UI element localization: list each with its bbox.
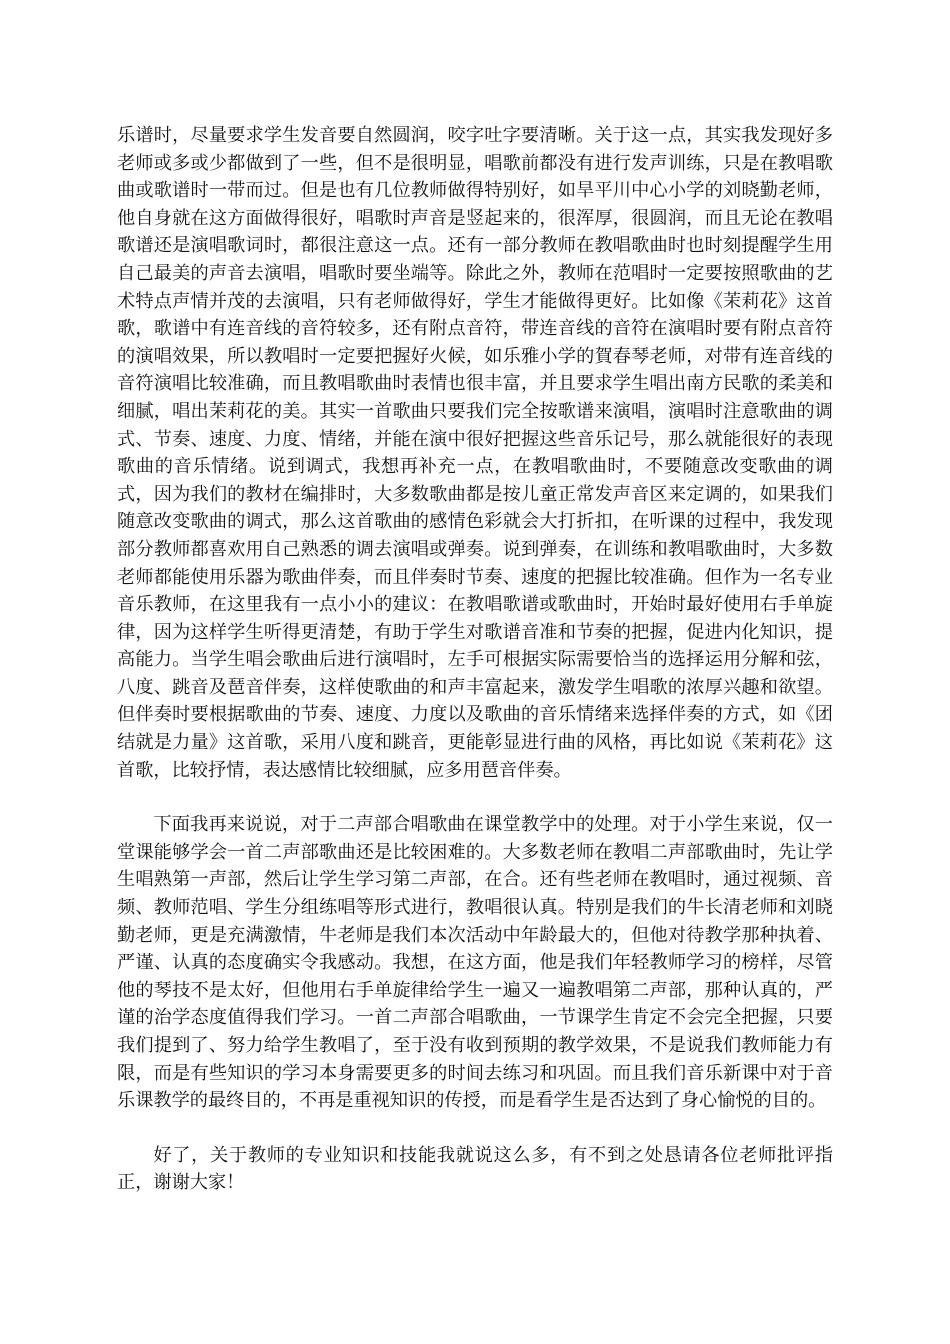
paragraph-closing: 好了，关于教师的专业知识和技能我就说这么多，有不到之处恳请各位老师批评指正，谢谢大家！: [117, 1144, 833, 1194]
document-page: [117, 122, 833, 1197]
paragraph-two-part-chorus: 下面我再来说说，对于二声部合唱歌曲在课堂教学中的处理。对于小学生来说，仅一堂课能够学会一首二声部歌曲还是比较困难的。大多数老师在教唱二声部歌曲时，先让学生唱熟第一声部，然后让学生学习第二声部，在合。还有些老师在教唱时，通过视频、音频、教师范唱、学生分组练唱等形式进行，教唱很认真。特别是我们的牛长清老师和刘晓勤老师，更是充满激情，牛老师是我们本次活动中年龄最大的，但他对待教学那种执着、严谨、认真的态度确实令我感动。我想，在这方面，他是我们年轻教师学习的榜样，尽管他的琴技不是太好，但他用右手单旋律给学生一遍又一遍教唱第二声部，那种认真的，严谨的治学态度值得我们学习。一首二声部合唱歌曲，一节课学生肯定不会完全把握，只要我们提到了、努力给学生教唱了，至于没有收到预期的教学效果，不是说我们教师能力有限，而是有些知识的学习本身需要更多的时间去练习和巩固。而且我们音乐新课中对于音乐课教学的最终目的，不再是重视知识的传授，而是看学生是否达到了身心愉悦的目的。: [117, 814, 833, 1112]
paragraph-singing-technique: 乐谱时，尽量要求学生发音要自然圆润，咬字吐字要清晰。关于这一点，其实我发现好多老师或多或少都做到了一些，但不是很明显，唱歌前都没有进行发声训练，只是在教唱歌曲或歌谱时一带而过。但是也有几位教师做得特别好，如旱平川中心小学的刘晓勤老师，他自身就在这方面做得很好，唱歌时声音是竖起来的，很浑厚，很圆润，而且无论在教唱歌谱还是演唱歌词时，都很注意这一点。还有一部分教师在教唱歌曲时也时刻提醒学生用自己最美的声音去演唱，唱歌时要坐端等。除此之外，教师在范唱时一定要按照歌曲的艺术特点声情并茂的去演唱，只有老师做得好，学生才能做得更好。比如像《茉莉花》这首歌，歌谱中有连音线的音符较多，还有附点音符，带连音线的音符在演唱时要有附点音符的演唱效果，所以教唱时一定要把握好火候，如乐雅小学的賀春琴老师，对带有连音线的音符演唱比较准确，而且教唱歌曲时表情也很丰富，并且要求学生唱出南方民歌的柔美和细腻，唱出茉莉花的美。其实一首歌曲只要我们完全按歌谱来演唱，演唱时注意歌曲的调式、节奏、速度、力度、情绪，并能在演中很好把握这些音乐记号，那么就能很好的表现歌曲的音乐情绪。说到调式，我想再补充一点，在教唱歌曲时，不要随意改变歌曲的调式，因为我们的教材在编排时，大多数歌曲都是按儿童正常发声音区来定调的，如果我们随意改变歌曲的调式，那么这首歌曲的感情色彩就会大打折扣，在听课的过程中，我发现部分教师都喜欢用自己熟悉的调去演唱或弹奏。说到弹奏，在训练和教唱歌曲时，大多数老师都能使用乐器为歌曲伴奏，而且伴奏时节奏、速度的把握比较准确。但作为一名专业音乐教师，在这里我有一点小小的建议：在教唱歌谱或歌曲时，开始时最好使用右手单旋律，因为这样学生听得更清楚，有助于学生对歌谱音准和节奏的把握，促进内化知识，提高能力。当学生唱会歌曲后进行演唱时，左手可根据实际需要恰当的选择运用分解和弦，八度、跳音及琶音伴奏，这样使歌曲的和声丰富起来，激发学生唱歌的浓厚兴趣和欲望。但伴奏时要根据歌曲的节奏、速度、力度以及歌曲的音乐情绪来选择伴奏的方式，如《团结就是力量》这首歌，采用八度和跳音，更能彰显进行曲的风格，再比如说《茉莉花》这首歌，比较抒情，表达感情比较细腻，应多用琶音伴奏。: [117, 125, 833, 781]
